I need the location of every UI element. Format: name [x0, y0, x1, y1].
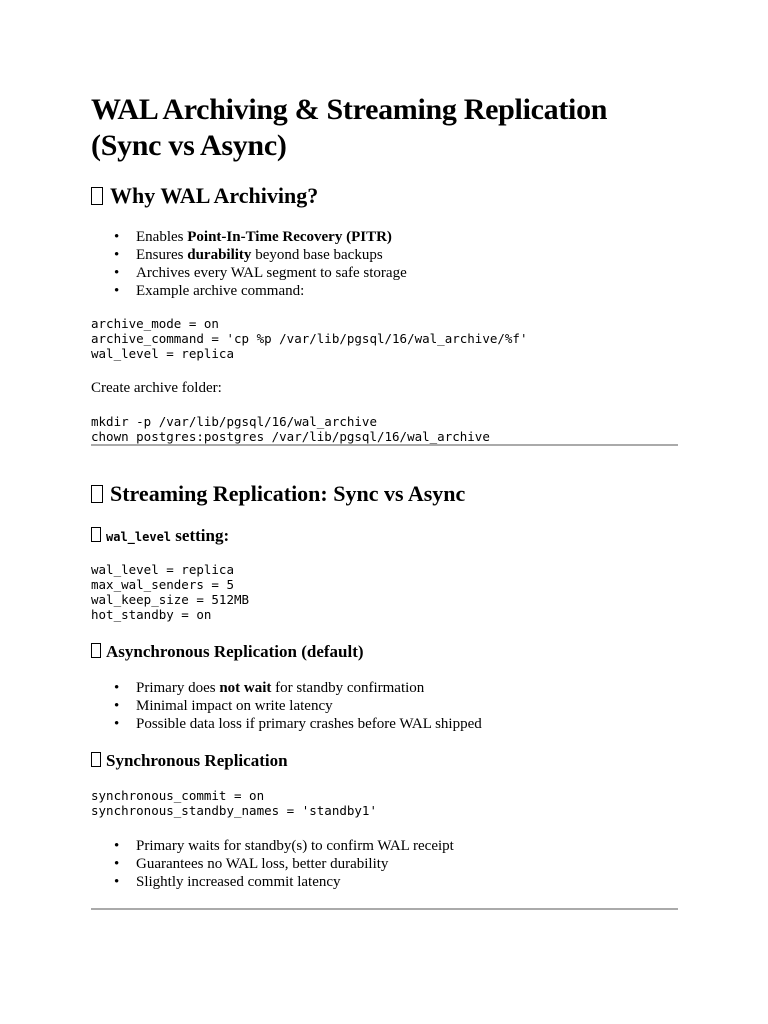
- subheading-text: Synchronous Replication: [106, 751, 288, 770]
- why-wal-bullet-list: [91, 228, 407, 300]
- list-item: [91, 246, 407, 264]
- list-item: [91, 282, 407, 300]
- emoji-placeholder-icon: [91, 752, 101, 767]
- list-item: [91, 264, 407, 282]
- inline-code: wal_level: [106, 530, 172, 544]
- bullet-text: Primary waits for standby(s) to confirm WAL receipt: [136, 838, 454, 854]
- list-item: [91, 228, 407, 246]
- mkdir-code-block: mkdir -p /var/lib/pgsql/16/wal_archive chown postgres:postgres /var/lib/pgsql/16/wal_archive: [91, 414, 490, 444]
- bullet-text: Archives every WAL segment to safe storage: [136, 265, 407, 281]
- section-heading-text: Streaming Replication: Sync vs Async: [110, 481, 466, 506]
- bullet-text: Example archive command:: [136, 283, 305, 299]
- wal-level-code-block: wal_level = replica max_wal_senders = 5 wal_keep_size = 512MB hot_standby = on: [91, 562, 250, 622]
- title-line-1: WAL Archiving & Streaming Replication: [91, 93, 608, 126]
- list-item: [91, 873, 454, 891]
- archive-config-code-block: archive_mode = on archive_command = 'cp %p /var/lib/pgsql/16/wal_archive/%f' wal_level = replica: [91, 316, 528, 361]
- emoji-placeholder-icon: [91, 485, 103, 503]
- bullet-text: Ensures: [136, 247, 188, 263]
- subheading-async-replication: [91, 642, 364, 662]
- list-item: [91, 837, 454, 855]
- section-heading-streaming-replication: [91, 481, 465, 507]
- bullet-text: for standby confirmation: [271, 680, 425, 696]
- subheading-text: setting:: [171, 526, 230, 545]
- sync-bullet-list: [91, 837, 454, 891]
- horizontal-rule: [91, 444, 678, 446]
- list-item: [91, 715, 482, 733]
- subheading-text: Asynchronous Replication (default): [106, 642, 364, 661]
- bullet-text: beyond base backups: [251, 247, 383, 263]
- bullet-bold-text: not wait: [219, 680, 272, 696]
- horizontal-rule: [91, 908, 678, 910]
- emoji-placeholder-icon: [91, 187, 103, 205]
- bullet-bold-text: Point-In-Time Recovery (PITR): [187, 229, 392, 245]
- list-item: [91, 855, 454, 873]
- bullet-text: Slightly increased commit latency: [136, 874, 341, 890]
- list-item: [91, 679, 482, 697]
- sync-config-code-block: synchronous_commit = on synchronous_standby_names = 'standby1': [91, 788, 377, 818]
- async-bullet-list: [91, 679, 482, 733]
- paragraph-create-archive-folder: Create archive folder:: [91, 380, 222, 396]
- bullet-text: Possible data loss if primary crashes before WAL shipped: [136, 716, 482, 732]
- page-title: [91, 92, 607, 164]
- list-item: [91, 697, 482, 715]
- bullet-text: Minimal impact on write latency: [136, 698, 333, 714]
- emoji-placeholder-icon: [91, 527, 101, 542]
- bullet-text: Guarantees no WAL loss, better durability: [136, 856, 389, 872]
- subheading-sync-replication: [91, 751, 288, 771]
- bullet-text: Primary does: [136, 680, 220, 696]
- title-line-2: (Sync vs Async): [91, 129, 287, 162]
- section-heading-why-wal-archiving: [91, 183, 318, 209]
- bullet-text: Enables: [136, 229, 188, 245]
- section-heading-text: Why WAL Archiving?: [110, 183, 319, 208]
- emoji-placeholder-icon: [91, 643, 101, 658]
- subheading-wal-level-setting: [91, 526, 229, 547]
- bullet-bold-text: durability: [187, 247, 252, 263]
